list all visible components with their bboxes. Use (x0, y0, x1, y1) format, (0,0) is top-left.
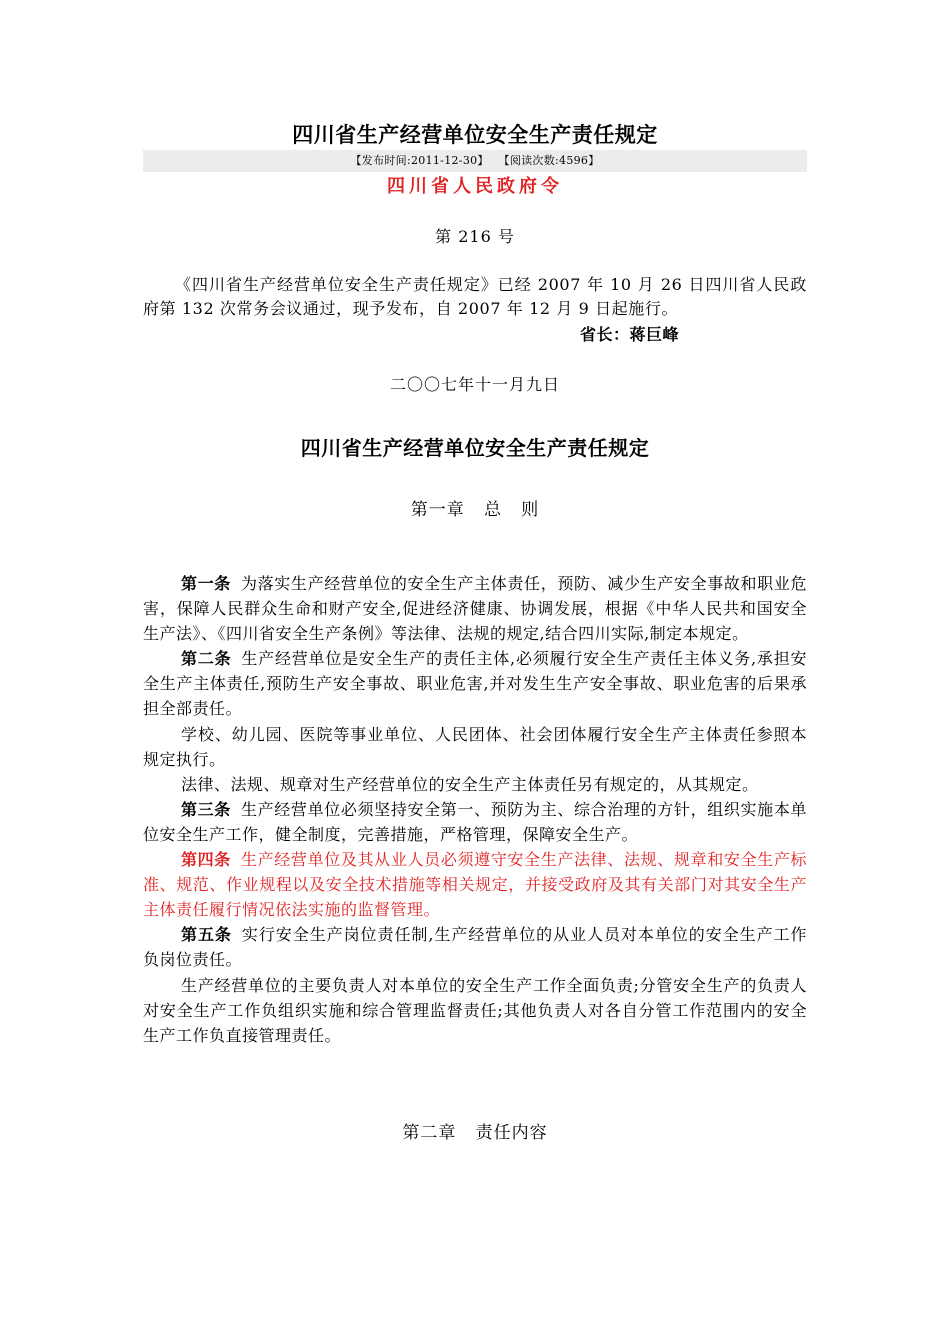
article-2-number: 第二条 (181, 649, 232, 669)
regulation-title: 四川省生产经营单位安全生产责任规定 (300, 436, 650, 460)
article-2-text: 生产经营单位是安全生产的责任主体,必须履行安全生产责任主体义务,承担安全生产主体责任,预防生产安全事故、职业危害,并对发生生产安全事故、职业危害的后果承担全部责任。 (143, 649, 807, 719)
article-5-paragraph-2: 生产经营单位的主要负责人对本单位的安全生产工作全面负责;分管安全生产的负责人对安全生产工作负组织实施和综合管理监督责任;其他负责人对各自分管工作范围内的安全生产工作负直接管理责任。 (143, 975, 807, 1045)
article-3-text: 生产经营单位必须坚持安全第一、预防为主、综合治理的方针，组织实施本单位安全生产工作，健全制度，完善措施，严格管理，保障安全生产。 (143, 799, 807, 844)
government-order-heading: 四川省人民政府令 (387, 176, 563, 197)
article-5-text: 实行安全生产岗位责任制,生产经营单位的从业人员对本单位的安全生产工作负岗位责任。 (143, 925, 807, 970)
article-3-number: 第三条 (181, 799, 231, 819)
article-3 (143, 797, 807, 847)
chapter-2-heading: 第二章 责任内容 (402, 1123, 548, 1143)
article-2-paragraph-3: 法律、法规、规章对生产经营单位的安全生产主体责任另有规定的，从其规定。 (181, 774, 759, 794)
order-intro-paragraph: 《四川省生产经营单位安全生产责任规定》已经 2007 年 10 月 26 日四川省人民政府第 132 次常务会议通过，现予发布，自 2007 年 12 月 9 日起施行。 (143, 275, 807, 318)
article-5 (143, 922, 807, 972)
article-4-number: 第四条 (181, 850, 231, 870)
governor-signature: 省长：蒋巨峰 (580, 325, 680, 344)
read-count: 【阅读次数:4596】 (498, 154, 600, 167)
publish-time: 【发布时间:2011-12-30】 (350, 154, 489, 167)
publish-info-bar (143, 150, 807, 172)
order-date: 二〇〇七年十一月九日 (389, 375, 560, 394)
article-2 (143, 646, 807, 721)
article-4-text: 生产经营单位及其从业人员必须遵守安全生产法律、法规、规章和安全生产标准、规范、作业规程以及安全技术措施等相关规定，并接受政府及其有关部门对其安全生产主体责任履行情况依法实施的监督管理。 (143, 850, 807, 920)
order-number: 第 216 号 (435, 227, 515, 246)
article-5-number: 第五条 (181, 925, 232, 945)
chapter-1-heading: 第一章 总 则 (410, 500, 540, 520)
article-1 (143, 571, 807, 646)
article-4-highlighted (143, 847, 807, 922)
article-2-paragraph-2: 学校、幼儿园、医院等事业单位、人民团体、社会团体履行安全生产主体责任参照本规定执行。 (143, 724, 807, 769)
article-1-text: 为落实生产经营单位的安全生产主体责任，预防、减少生产安全事故和职业危害，保障人民群众生命和财产安全,促进经济健康、协调发展，根据《中华人民共和国安全生产法》、《四川省安全生产条例》等法律、法规的规定,结合四川实际,制定本规定。 (143, 574, 807, 644)
document-title: 四川省生产经营单位安全生产责任规定 (292, 123, 658, 147)
articles-body (143, 571, 807, 1048)
article-1-number: 第一条 (181, 574, 231, 593)
